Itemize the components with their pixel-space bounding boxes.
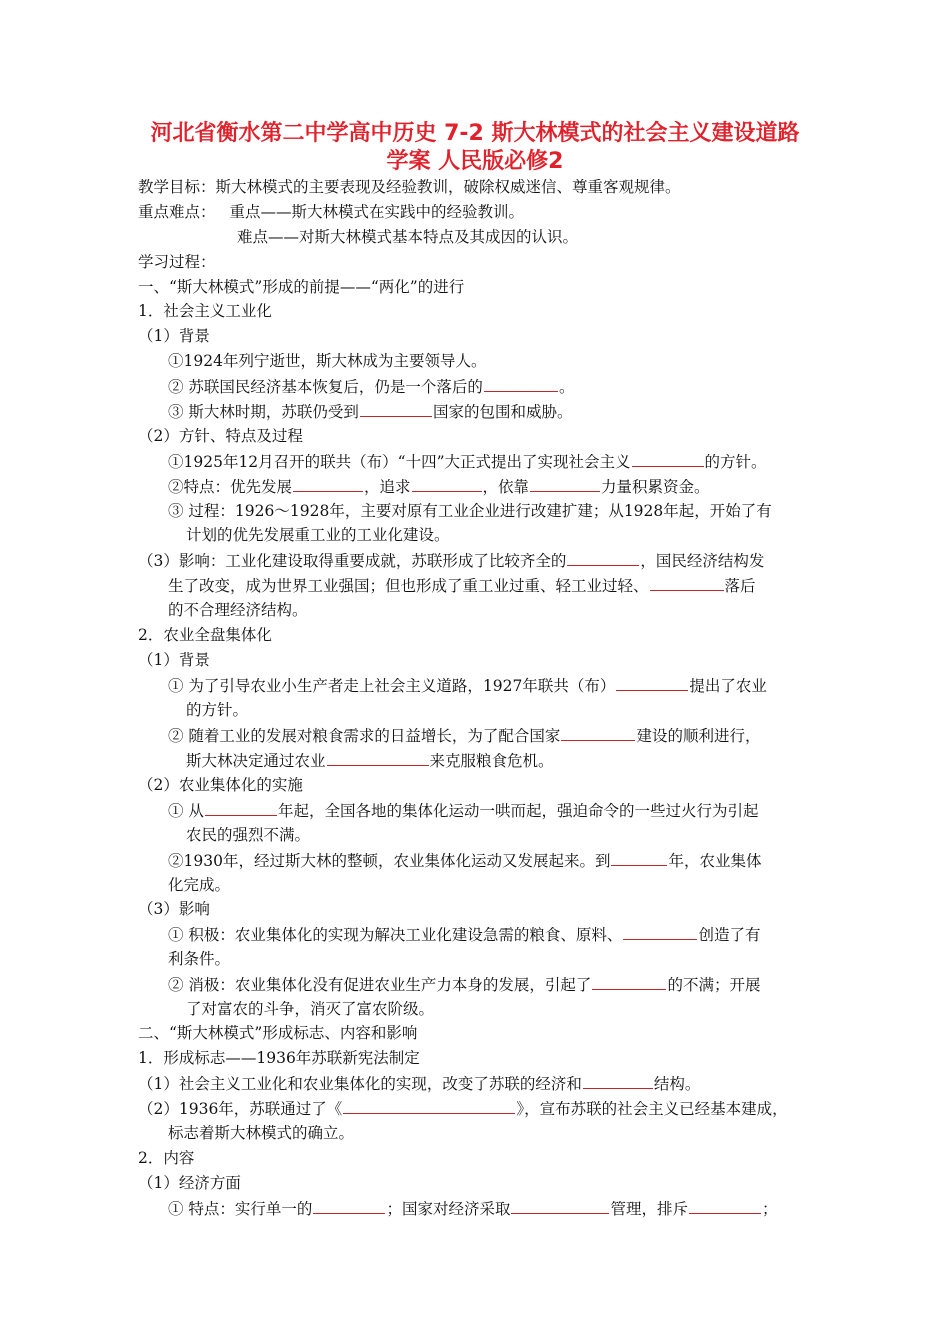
influence-negative: ② 消极：农业集体化没有促进农业生产力本身的发展，引起了 的不满；开展: [168, 973, 760, 996]
key-point: 重点——斯大林模式在实践中的经验教训。: [229, 203, 525, 221]
influence-positive: ① 积极：农业集体化的实现为解决工业化建设急需的粮食、原料、 创造了有: [168, 923, 760, 946]
fill-blank[interactable]: [343, 1097, 515, 1114]
teaching-objective: 教学目标：斯大林模式的主要表现及经验教训，破除权威迷信、尊重客观规律。: [138, 178, 681, 196]
influence-negative-cont: 了对富农的斗争，消灭了富农阶级。: [186, 1000, 435, 1018]
subsection-background: （1）背景: [138, 327, 210, 345]
fill-blank[interactable]: [205, 799, 277, 816]
document-title-line1: 河北省衡水第二中学高中历史 7-2 斯大林模式的社会主义建设道路: [150, 121, 800, 146]
policy-item-1: ①1925年12月召开的联共（布）“十四”大正式提出了实现社会主义 的方针。: [168, 450, 767, 473]
implementation-item-1-cont: 农民的强烈不满。: [186, 826, 311, 844]
fill-blank[interactable]: [313, 1197, 385, 1214]
fill-blank[interactable]: [360, 400, 432, 417]
fill-blank[interactable]: [567, 549, 639, 566]
policy-item-3: ③ 过程：1926～1928年，主要对原有工业企业进行改建扩建；从1928年起，开始了有: [168, 502, 772, 520]
fill-blank[interactable]: [484, 375, 558, 392]
part2-heading: 二、“斯大林模式”形成标志、内容和影响: [138, 1024, 418, 1042]
fill-blank[interactable]: [530, 475, 600, 492]
effect-line-2: 生了改变，成为世界工业强国；但也形成了重工业过重、轻工业过轻、 落后: [168, 574, 756, 597]
difficult-point: 难点——对斯大林模式基本特点及其成因的认识。: [237, 228, 579, 246]
background-item-2: ② 苏联国民经济基本恢复后，仍是一个落后的 。: [168, 375, 574, 398]
effect-line-3: 的不合理经济结构。: [168, 601, 308, 619]
part1-heading: 一、“斯大林模式”形成的前提——“两化”的进行: [138, 278, 465, 296]
background-item-3: ③ 斯大林时期，苏联仍受到 国家的包围和威胁。: [168, 400, 572, 423]
subsection-influence: （3）影响: [138, 900, 210, 918]
fill-blank[interactable]: [650, 574, 724, 591]
agri-background-item-2-cont: 斯大林决定通过农业 来克服粮食危机。: [186, 749, 554, 772]
policy-item-2: ②特点：优先发展 ，追求 ，依靠 力量积累资金。: [168, 475, 710, 498]
fill-blank[interactable]: [583, 1072, 653, 1089]
fill-blank[interactable]: [616, 674, 688, 691]
fill-blank[interactable]: [293, 475, 363, 492]
document-title-line2: 学案 人民版必修2: [386, 149, 564, 174]
section-industrialization: 1．社会主义工业化: [138, 302, 272, 320]
formation-item-2: （2）1936年，苏联通过了《 》，宣布苏联的社会主义已经基本建成，: [138, 1097, 788, 1120]
subsection-agri-background: （1）背景: [138, 651, 210, 669]
implementation-item-2-cont: 化完成。: [168, 876, 231, 894]
section-content: 2．内容: [138, 1149, 195, 1167]
formation-item-2-cont: 标志着斯大林模式的确立。: [168, 1124, 355, 1142]
fill-blank[interactable]: [632, 450, 704, 467]
economy-item-1: ① 特点：实行单一的 ；国家对经济采取 管理，排斥 ；: [168, 1197, 777, 1220]
fill-blank[interactable]: [611, 849, 667, 866]
fill-blank[interactable]: [592, 973, 666, 990]
implementation-item-2: ②1930年，经过斯大林的整顿，农业集体化运动又发展起来。到 年，农业集体: [168, 849, 761, 872]
implementation-item-1: ① 从 年起，全国各地的集体化运动一哄而起，强迫命令的一些过火行为引起: [168, 799, 758, 822]
agri-background-item-2: ② 随着工业的发展对粮食需求的日益增长，为了配合国家 建设的顺利进行，: [168, 724, 760, 747]
formation-item-1: （1）社会主义工业化和农业集体化的实现，改变了苏联的经济和 结构。: [138, 1072, 700, 1095]
influence-positive-cont: 利条件。: [168, 950, 231, 968]
effect-line-1: （3）影响：工业化建设取得重要成就，苏联形成了比较齐全的 ，国民经济结构发: [138, 549, 764, 572]
fill-blank[interactable]: [623, 923, 697, 940]
subsection-policy: （2）方针、特点及过程: [138, 427, 303, 445]
section-formation-sign: 1．形成标志——1936年苏联新宪法制定: [138, 1049, 420, 1067]
fill-blank[interactable]: [561, 724, 635, 741]
key-label: 重点难点：: [138, 203, 216, 221]
subsection-implementation: （2）农业集体化的实施: [138, 776, 303, 794]
subsection-economy: （1）经济方面: [138, 1174, 241, 1192]
agri-background-item-1-cont: 的方针。: [186, 701, 249, 719]
fill-blank[interactable]: [327, 749, 429, 766]
agri-background-item-1: ① 为了引导农业小生产者走上社会主义道路，1927年联共（布） 提出了农业: [168, 674, 767, 697]
background-item-1: ①1924年列宁逝世，斯大林成为主要领导人。: [168, 352, 487, 370]
section-collectivization: 2．农业全盘集体化: [138, 626, 272, 644]
fill-blank[interactable]: [412, 475, 482, 492]
key-points-line: [138, 201, 524, 223]
fill-blank[interactable]: [511, 1197, 609, 1214]
process-label: 学习过程：: [138, 253, 216, 271]
fill-blank[interactable]: [689, 1197, 761, 1214]
policy-item-3-cont: 计划的优先发展重工业的工业化建设。: [186, 526, 450, 544]
